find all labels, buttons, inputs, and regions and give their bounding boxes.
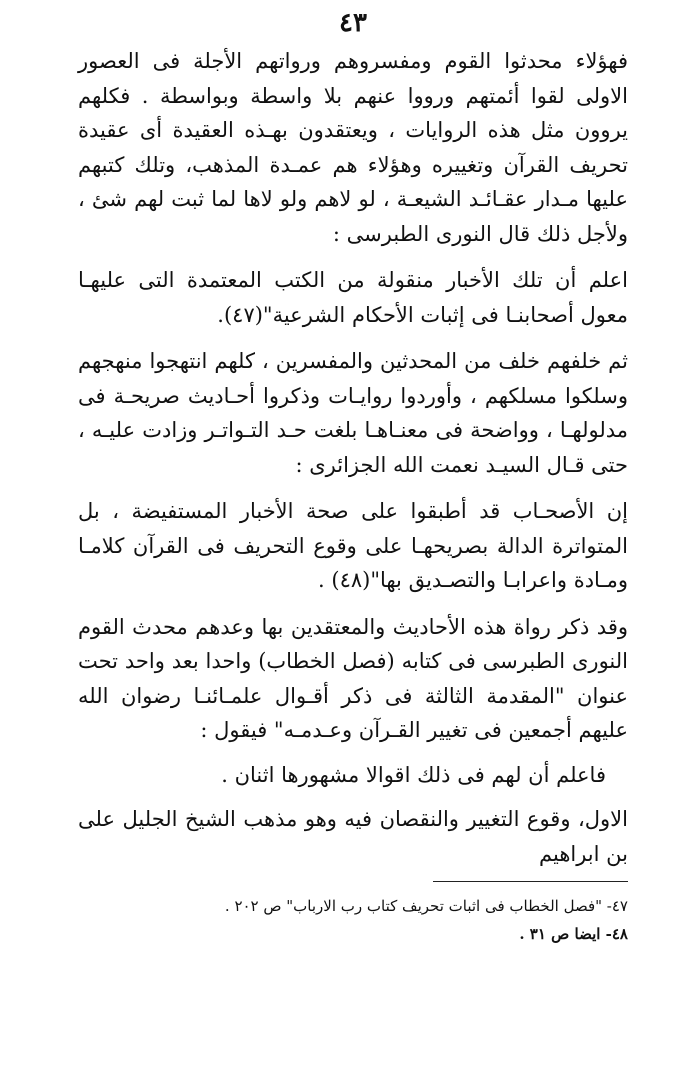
paragraph-3: وقد ذكر رواة هذه الأحاديث والمعتقدين بها وعدهم محدث القوم النورى الطبرسى فى كتابه (فصل الخطاب) واحدا بعد واحد تحت عنوان "المقدمة الثالثة فى ذكر أقـوال علمـائنـا رضوان الله عليهم أجمعين فى تغيير القـرآن وعـدمـه" فيقول : xyxy=(78,614,628,742)
quote-tabarsi: اعلم أن تلك الأخبار منقولة من الكتب المعتمدة التى عليهـا معول أصحابنـا فى إثبات الأحكام الشرعية"(٤٧). xyxy=(78,268,628,327)
quote-jazairi: إن الأصحـاب قد أطبقوا على صحة الأخبار المستفيضة ، بل المتواترة الدالة بصريحهـا على وقوع التحريف فى القرآن كلامـا ومـادة واعرابـا والتصـديق بها"(٤٨) . xyxy=(78,499,628,592)
paragraph-1: فهؤلاء محدثوا القوم ومفسروهم ورواتهم الأجلة فى العصور الاولى لقوا أئمتهم ورووا عنهم بلا واسطة وبواسطة . فكلهم يروون مثل هذه الروايات ، ويعتقدون بهـذه العقيدة أى عقيدة تحريف القرآن وتغييره وهؤلاء هم عمـدة المذهب، وتلك كتبهم عليها مـدار عقـائـد الشيعـة ، لو لاهم ولو لاها لما ثبت لهم شئ ، ولأجل ذلك قال النورى الطبرسى : xyxy=(78,49,628,246)
quote-fasl-al-khitab: فاعلم أن لهم فى ذلك اقوالا مشهورها اثنان . xyxy=(221,762,606,787)
footnote-48: ٤٨- ايضا ص ٣١ . xyxy=(519,925,628,943)
page-number: ٤٣ xyxy=(339,8,367,38)
footnote-divider xyxy=(433,881,628,882)
footnote-47: ٤٧- "فصل الخطاب فى اثبات تحريف كتاب رب الارباب" ص ٢٠٢ . xyxy=(224,897,628,915)
paragraph-4: الاول، وقوع التغيير والنقصان فيه وهو مذهب الشيخ الجليل على بن ابراهيم xyxy=(78,807,628,866)
paragraph-2: ثم خلفهم خلف من المحدثين والمفسرين ، كلهم انتهجوا منهجهم وسلكوا مسلكهم ، وأوردوا روايـات وذكروا أحـاديث صريحـة فى مدلولهـا ، وواضحة فى معنـاهـا بلغت حـد التـواتـر وزادت عليـه ، حتى قـال السيـد نعمت الله الجزائرى : xyxy=(78,349,628,477)
